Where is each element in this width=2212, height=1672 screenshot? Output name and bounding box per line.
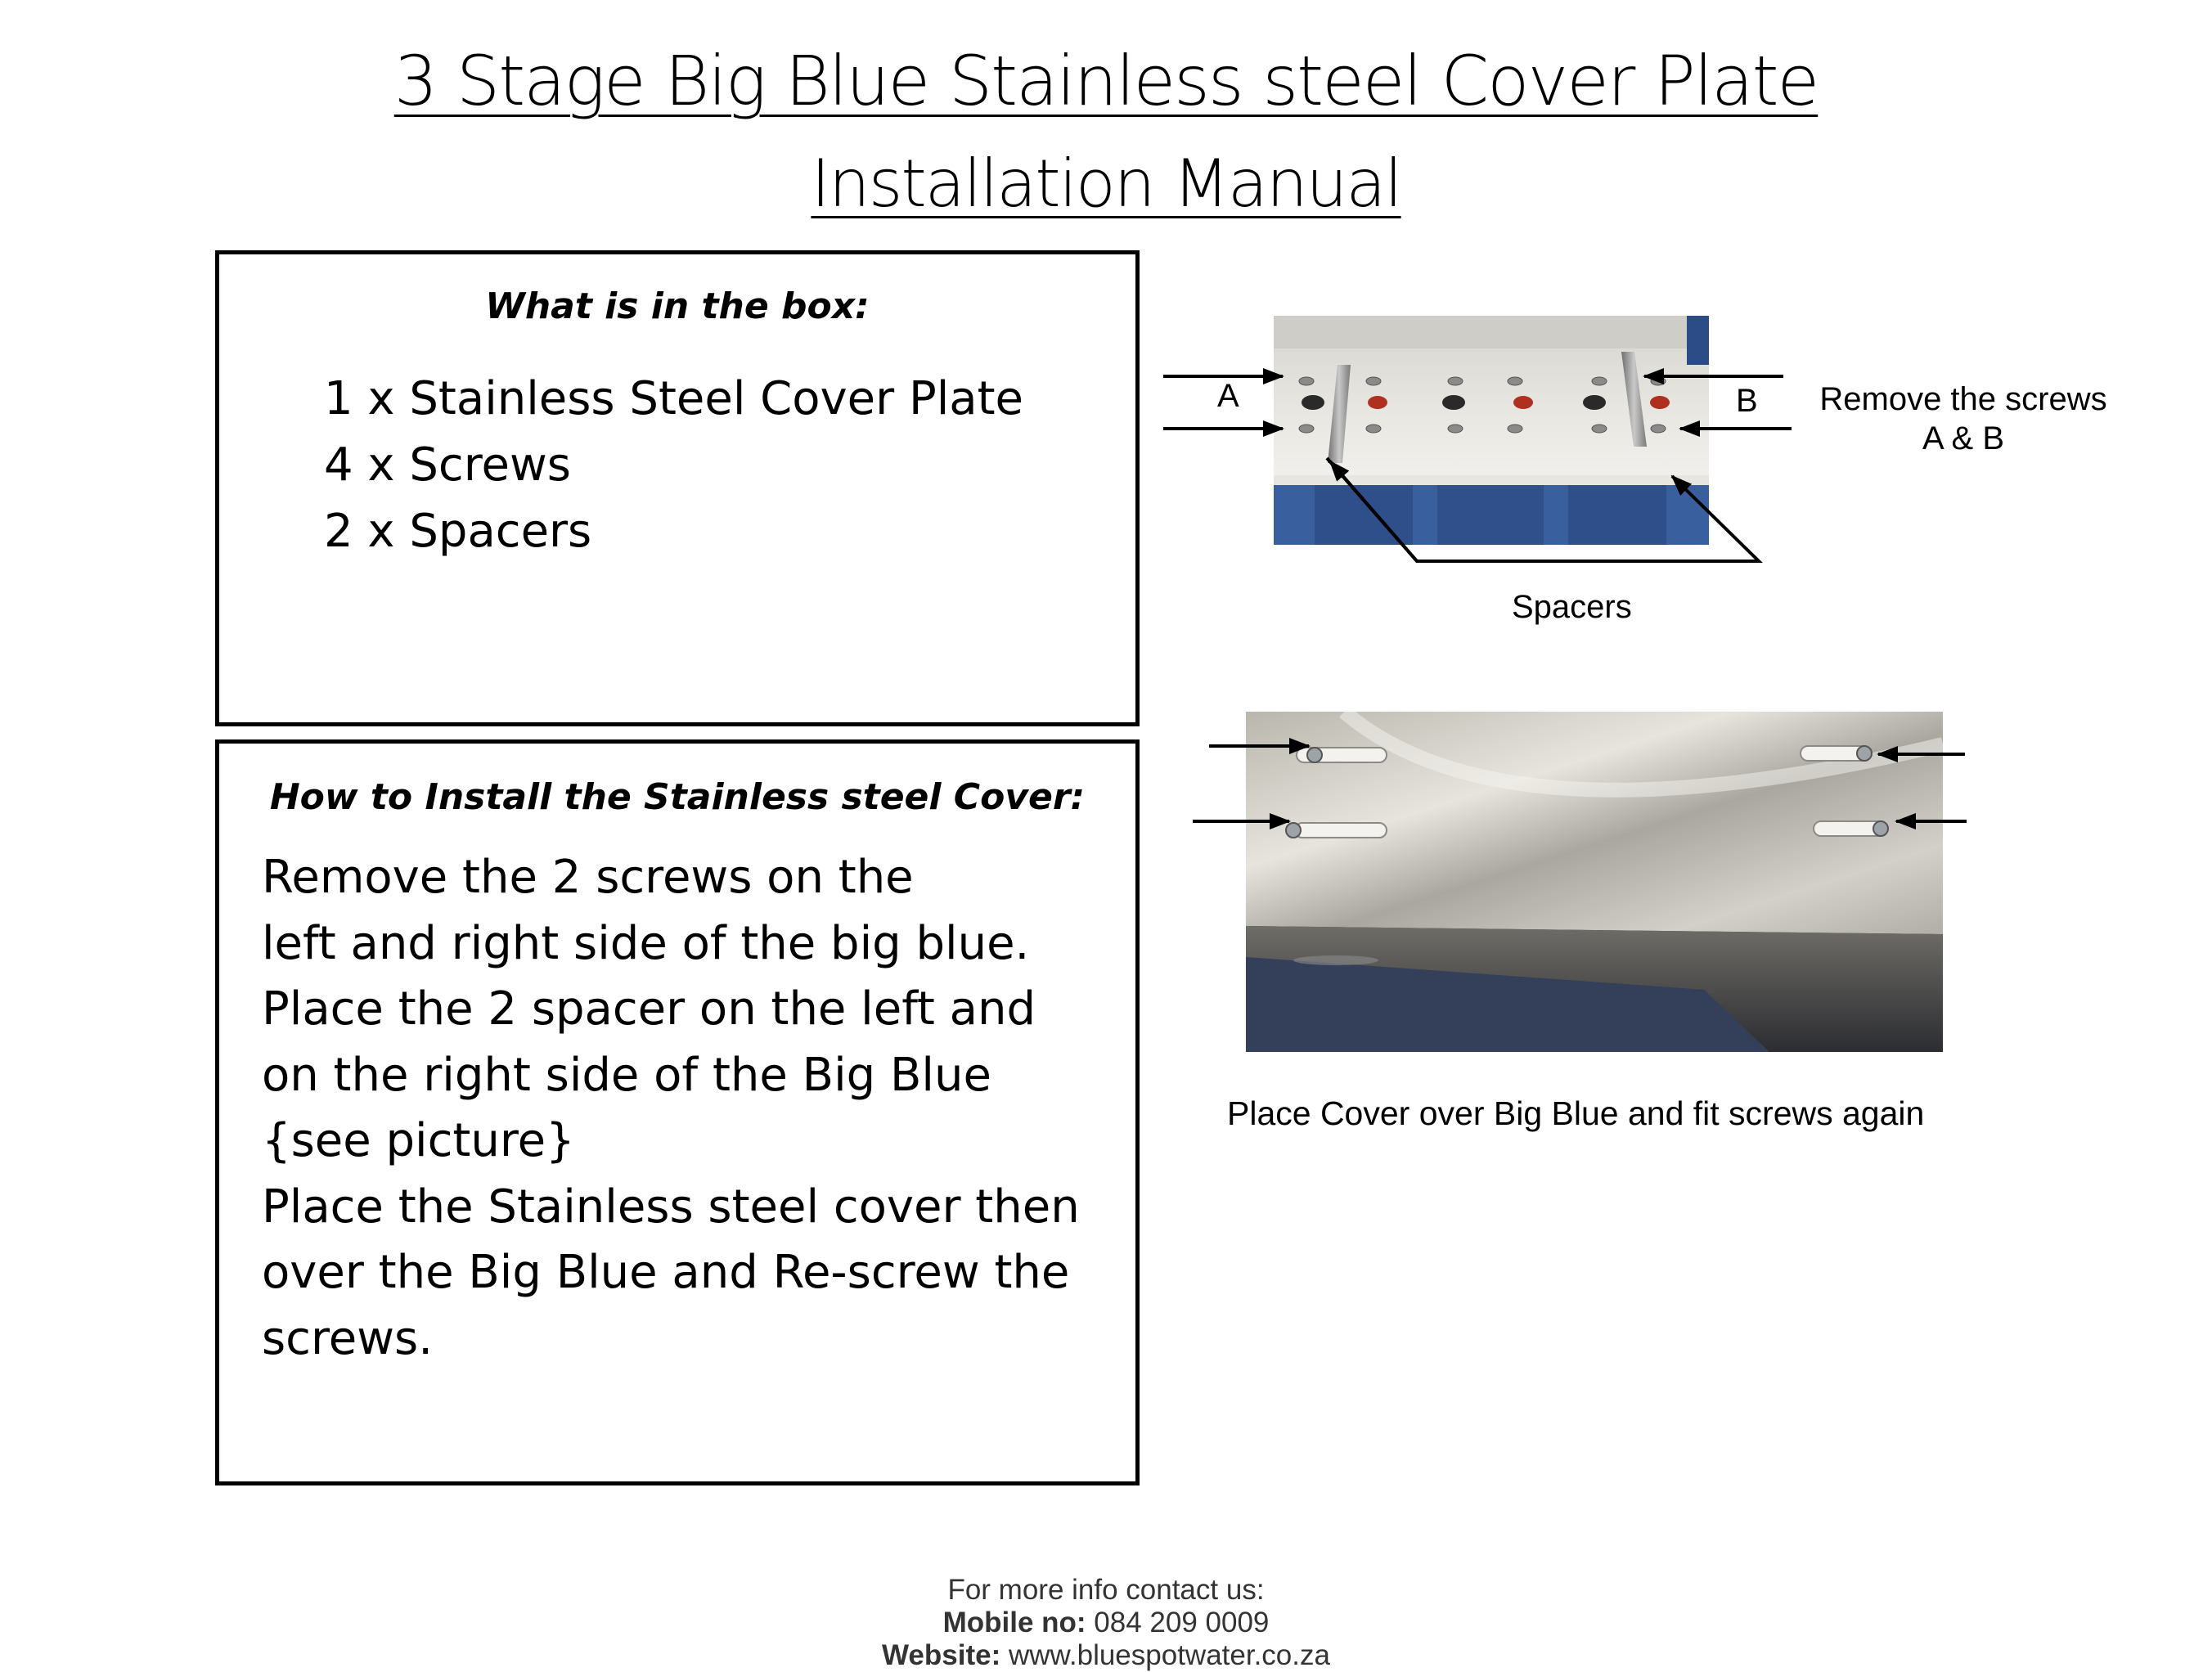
cover-fitted-caption: Place Cover over Big Blue and fit screws again — [1227, 1094, 1925, 1132]
list-item: 4 x Screws — [324, 438, 571, 492]
install-steps-panel — [215, 739, 1140, 1485]
spacers-label: Spacers — [1512, 589, 1632, 625]
mobile-number: 084 209 0009 — [1094, 1607, 1270, 1638]
cover-fitted-photo — [1246, 712, 1943, 1052]
remove-screws-note — [1783, 380, 2143, 458]
list-item: 1 x Stainless Steel Cover Plate — [324, 372, 1024, 425]
box-contents-list — [324, 366, 1023, 564]
step-line: over the Big Blue and Re-screw the — [262, 1246, 1070, 1299]
install-steps-heading: How to Install the Stainless steel Cover: — [269, 776, 1086, 818]
label-a: A — [1217, 378, 1239, 414]
page-title: 3 Stage Big Blue Stainless steel Cover Plate — [393, 41, 1819, 121]
remove-screws-line: A & B — [1922, 420, 2005, 456]
list-item: 2 x Spacers — [324, 505, 592, 558]
step-line: {see picture} — [262, 1114, 575, 1167]
footer-mobile-line — [0, 1607, 2212, 1639]
step-line: on the right side of the Big Blue — [262, 1048, 991, 1102]
remove-screws-line: Remove the screws — [1819, 381, 2107, 417]
box-contents-panel — [215, 250, 1140, 726]
step-line: Remove the 2 screws on the — [262, 851, 914, 904]
mobile-label: Mobile no: — [942, 1607, 1086, 1638]
step-line: Place the Stainless steel cover then — [262, 1180, 1080, 1234]
step-line: left and right side of the big blue. — [262, 916, 1030, 970]
step-line: screws. — [262, 1311, 433, 1365]
website-label: Website: — [882, 1639, 1001, 1671]
box-contents-heading: What is in the box: — [485, 285, 870, 327]
step-line: Place the 2 spacer on the left and — [262, 982, 1036, 1036]
install-steps-text — [262, 845, 1080, 1372]
label-b: B — [1736, 383, 1758, 419]
spacers-photo — [1274, 316, 1709, 545]
website-link[interactable]: www.bluespotwater.co.za — [1008, 1639, 1330, 1671]
footer-contact-line: For more info contact us: — [947, 1574, 1265, 1606]
footer-website-line — [0, 1639, 2212, 1672]
footer-contact — [0, 1574, 2212, 1672]
page-subtitle: Installation Manual — [811, 146, 1401, 222]
